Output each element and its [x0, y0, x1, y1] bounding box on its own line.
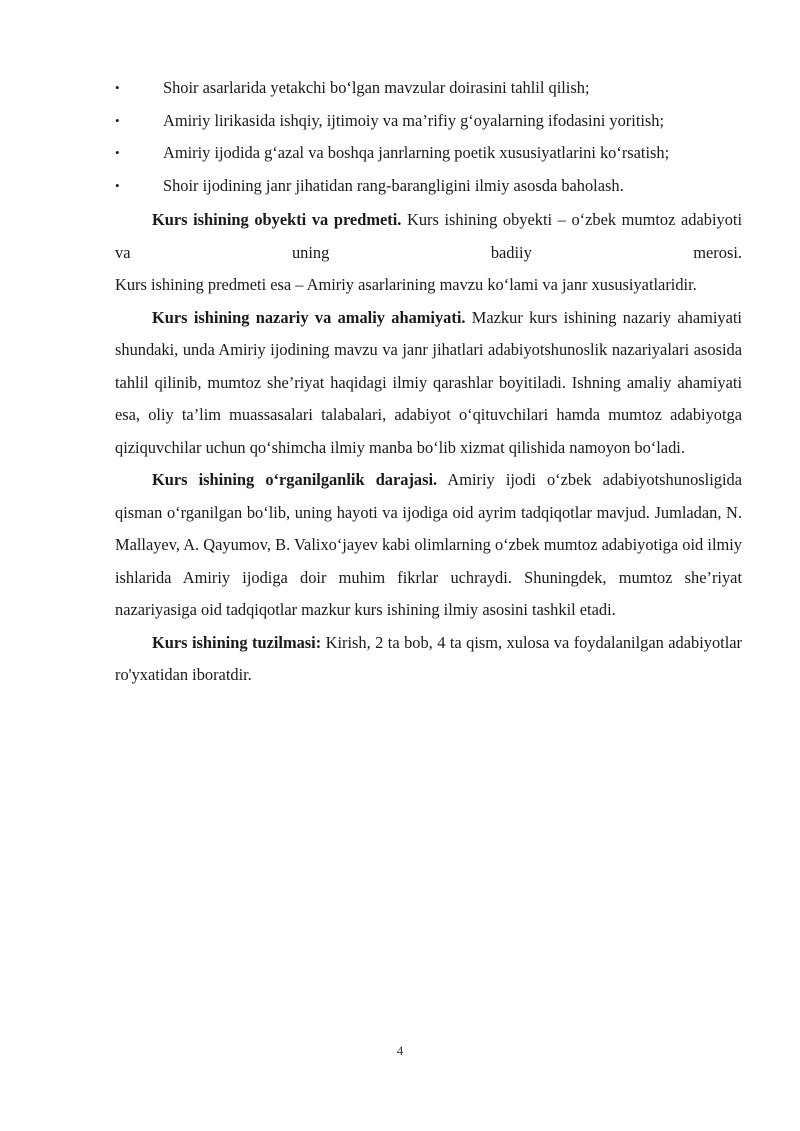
structure-paragraph [115, 627, 742, 692]
study-level-text: Amiriy ijodi o‘zbek adabiyotshunosligida qisman o‘rganilgan bo‘lib, uning hayoti va ijodiga oid ayrim tadqiqotlar mavjud. Jumladan, N. Mallayev, A. Qayumov, B. Valixo‘jayev kabi olimlarning o‘zbek mumtoz adabiyotiga oid ilmiy ishlarida Amiriy ijodiga doir muhim fikrlar uchraydi. Shuningdek, mumtoz she’riyat nazariyasiga oid tadqiqotlar mazkur kurs ishining ilmiy asosini tashkil etadi. [115, 470, 742, 619]
bullet-icon: • [115, 80, 120, 95]
significance-text: Mazkur kurs ishining nazariy ahamiyati shundaki, unda Amiriy ijodining mavzu va janr jihatlari adabiyotshunoslik nazariyalari asosida tahlil qilinib, mumtoz she’riyat haqidagi ilmiy qarashlar boyitiladi. Ishning amaliy ahamiyati esa, oliy ta’lim muassasalari talabalari, adabiyot o‘qituvchilari hamda mumtoz adabiyotga qiziquvchilar uchun qo‘shimcha ilmiy manba bo‘lib xizmat qilishida namoyon bo‘ladi. [115, 307, 742, 457]
study-level-paragraph [115, 464, 742, 627]
structure-text: Kirish, 2 ta bob, 4 ta qism, xulosa va foydalanilgan adabiyotlar ro'yxatidan iboratdir. [115, 632, 742, 684]
study-level-heading: Kurs ishining o‘rganilganlik darajasi. [152, 470, 438, 489]
object-text-line2: Kurs ishining predmeti esa – Amiriy asarlarining mavzu ko‘lami va janr xususiyatlaridir. [115, 275, 697, 294]
significance-heading: Kurs ishining nazariy va amaliy ahamiyati. [152, 307, 466, 327]
bullet-icon: • [115, 145, 120, 160]
page-number: 4 [396, 1043, 404, 1058]
subject-paragraph [115, 269, 742, 302]
significance-paragraph [115, 302, 742, 465]
list-item [115, 72, 742, 105]
objectives-list [115, 72, 742, 202]
structure-heading: Kurs ishining tuzilmasi: [152, 632, 322, 652]
list-item-text: Shoir asarlarida yetakchi bo‘lgan mavzular doirasini tahlil qilish; [163, 78, 590, 97]
list-item-text: Shoir ijodining janr jihatidan rang-barangligini ilmiy asosda baholash. [163, 175, 624, 195]
bullet-icon: • [115, 112, 120, 128]
list-item [115, 170, 742, 203]
list-item [115, 105, 742, 138]
object-text-line1: Kurs ishining obyekti – o‘zbek mumtoz adabiyoti va uning badiiy merosi. [115, 210, 742, 262]
object-heading: Kurs ishining obyekti va predmeti. [152, 210, 402, 229]
list-item [115, 137, 742, 170]
document-page [115, 72, 742, 692]
bullet-icon: • [115, 177, 120, 193]
list-item-text: Amiriy lirikasida ishqiy, ijtimoiy va ma’rifiy g‘oyalarning ifodasini yoritish; [163, 110, 665, 130]
object-paragraph [115, 204, 742, 269]
list-item-text: Amiriy ijodida g‘azal va boshqa janrlarning poetik xususiyatlarini ko‘rsatish; [163, 143, 670, 162]
